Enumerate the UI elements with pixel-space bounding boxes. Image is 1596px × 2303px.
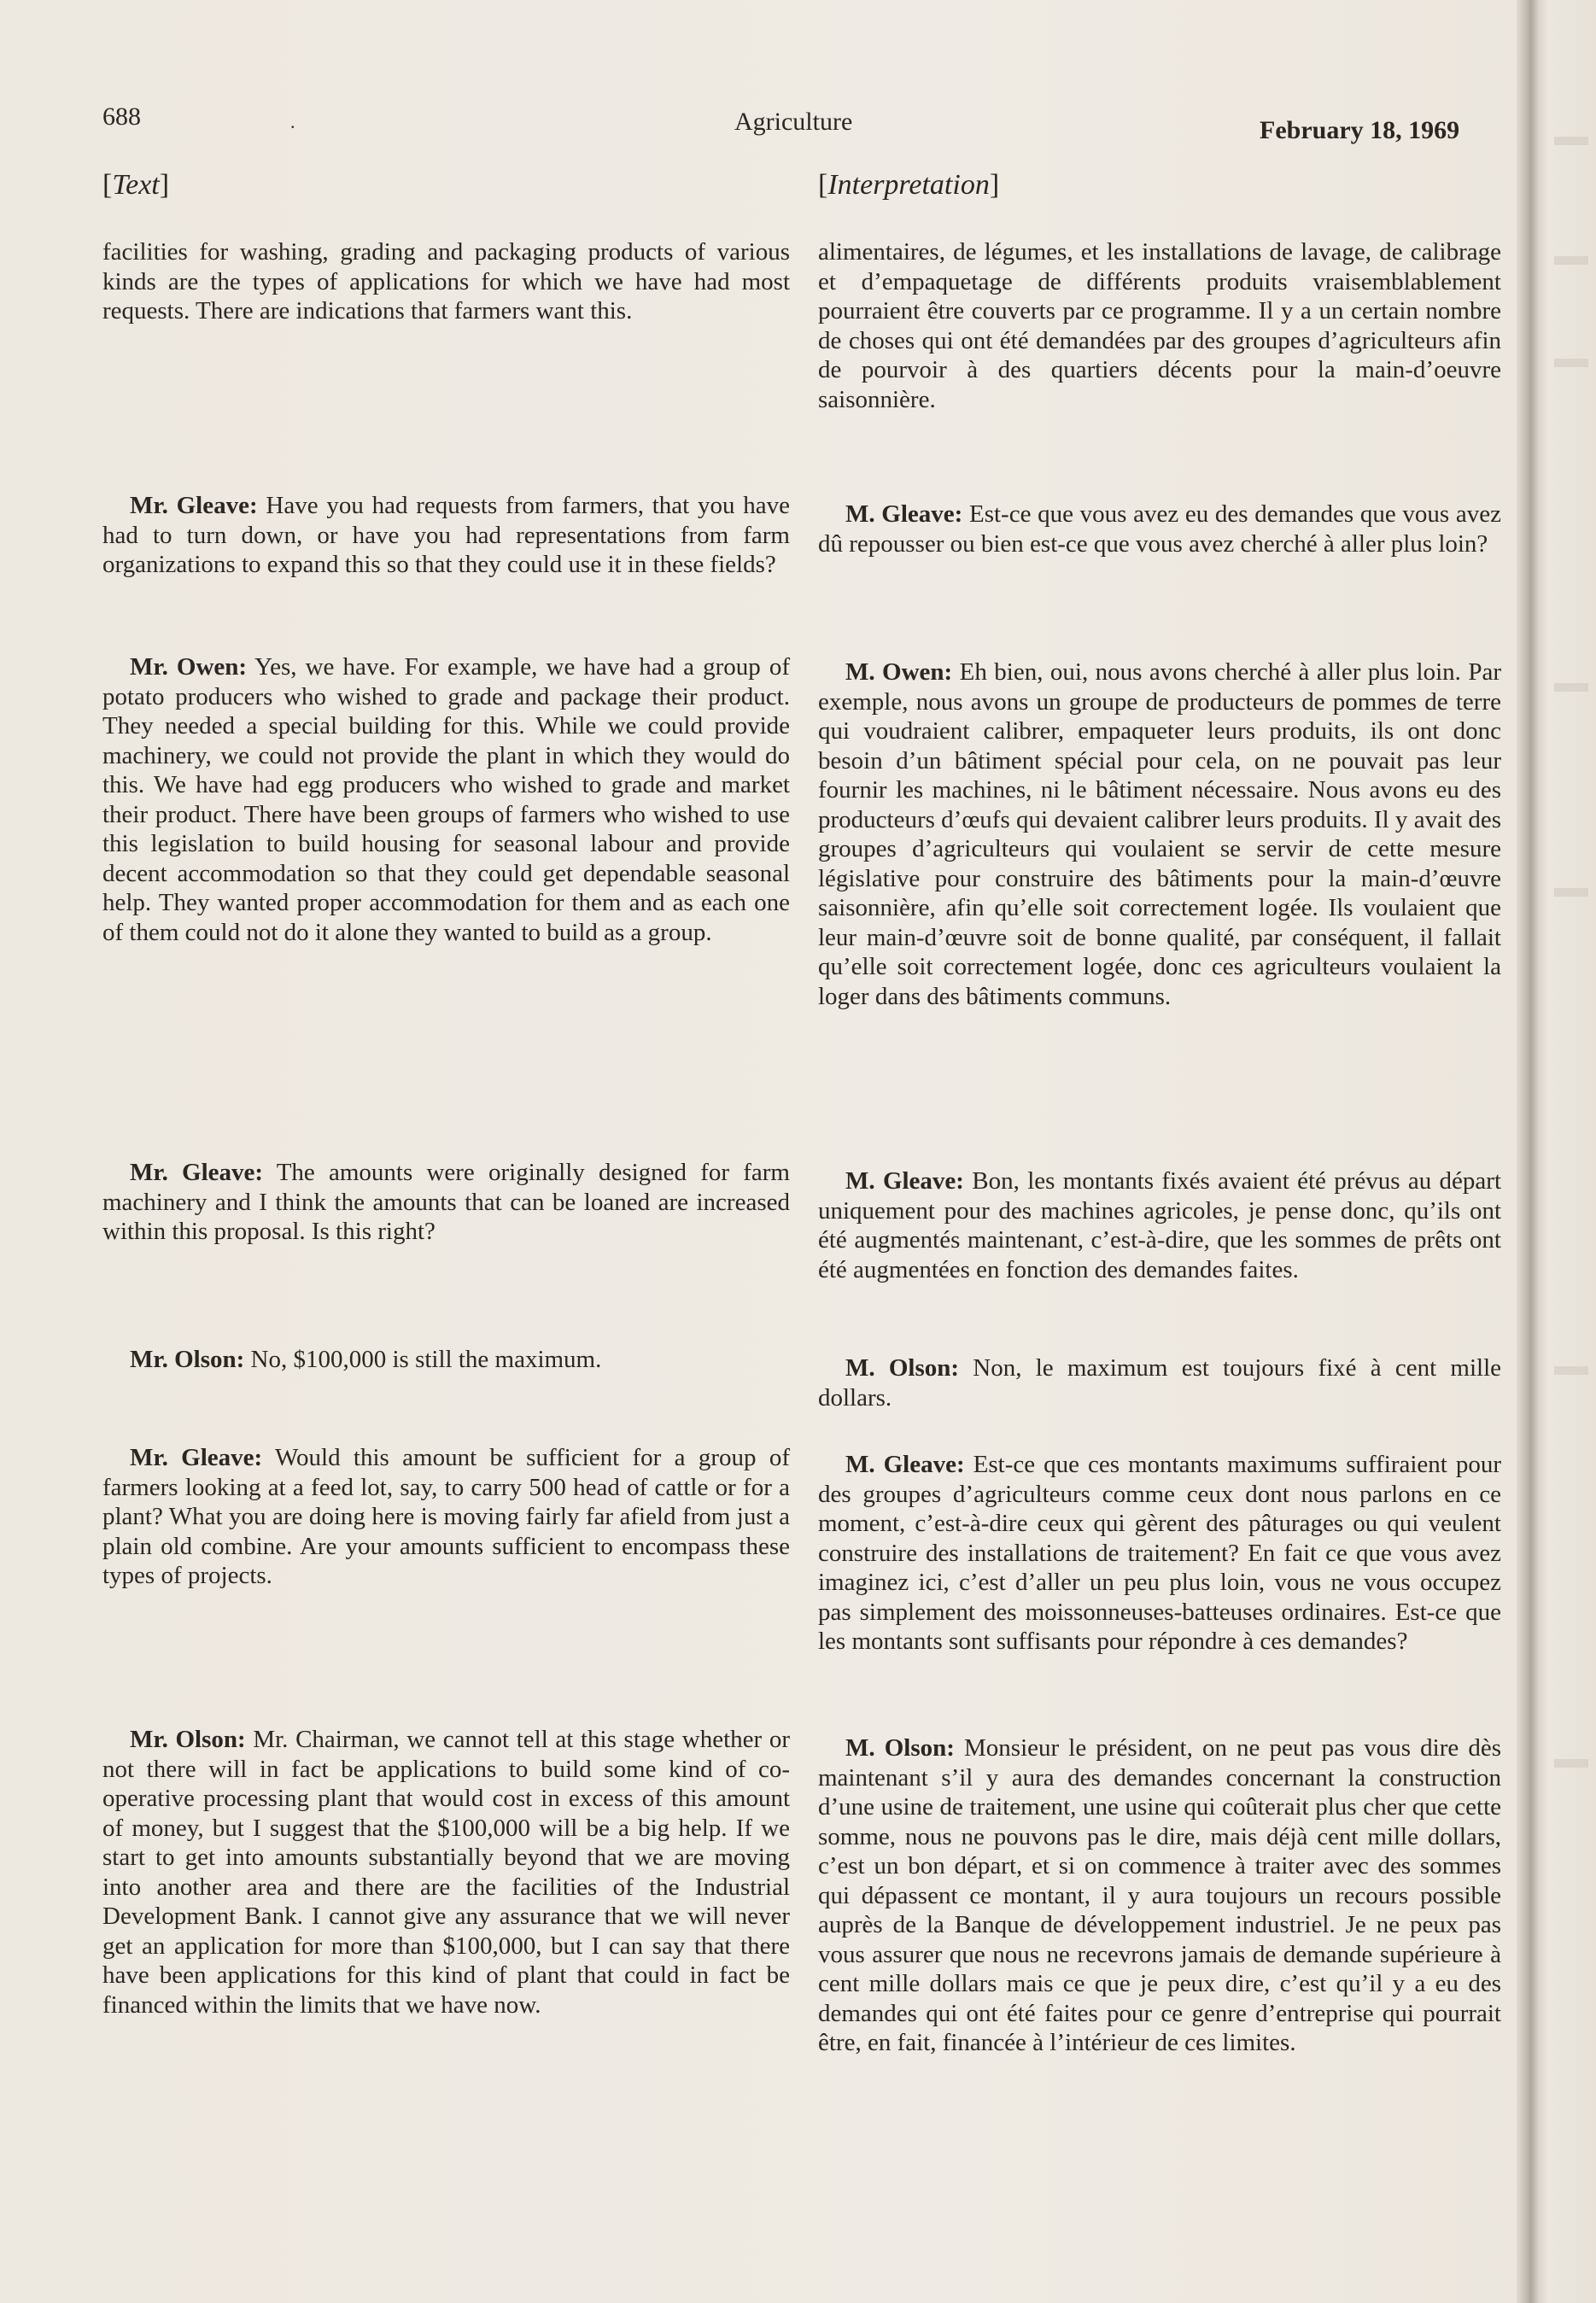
bleed-mark [1554,359,1588,367]
page-number: 688 [102,102,141,131]
speaker-name: Mr. Gleave: [130,492,258,519]
speaker-name: M. Olson: [845,1734,955,1762]
paragraph: facilities for washing, grading and packaging products of various kinds are the types of applications for which we have had most requests. There are indications that farmers want this. [102,238,790,324]
paragraph: M. Olson: Monsieur le président, on ne peut pas vous dire dès maintenant s’il y aura des demandes concernant la construction d’une usine de traitement, une usine qui coûterait plus cher que cette somme, nous ne pouvons pas le dire, mais déjà cent mille dollars, c’est un bon départ, et si on commence à traiter avec des sommes qui dépassent ce montant, il y aura toujours un recours possible auprès de la Banque de développement industriel. Je ne peux pas vous assurer que nous ne recevrons jamais de demande supérieure à cent mille dollars mais ce que je peux dire, c’est qu’il y a eu des demandes qui ont été faites pour ce genre d’entreprise qui pourrait être, en fait, financée à l’intérieur de ces limites. [818,1734,1502,2056]
speaker-name: Mr. Olson: [130,1726,246,1753]
bleed-mark [1554,137,1588,145]
section-title: Agriculture [734,108,853,136]
speaker-name: M. Gleave: [845,500,963,528]
speaker-name: Mr. Gleave: [130,1444,263,1471]
speaker-name: Mr. Gleave: [130,1159,264,1186]
speaker-name: M. Gleave: [845,1451,965,1478]
paragraph: Mr. Olson: Mr. Chairman, we cannot tell at this stage whether or not there will in fact be applications to build some kind of co-operative processing plant that would cost in excess of this amount of money, but I suggest that the $100,000 will be a big help. If we start to get into amounts substantially beyond that we are moving into another area and there are the facilities of the Industrial Development Bank. I cannot give any assurance that we will never get an application for more than $100,000, but I can say that there have been applications for this kind of plant that could in fact be financed within the limits that we have now. [102,1726,790,2019]
speaker-name: M. Olson: [845,1354,960,1382]
header-dot: . [290,111,295,132]
bleed-mark [1554,888,1588,897]
paragraph: Mr. Gleave: The amounts were originally designed for farm machinery and I think the amounts that can be loaned are increased within this proposal. Is this right? [102,1159,790,1245]
french-column [818,169,1502,2056]
paragraph: M. Gleave: Est-ce que ces montants maximums suffiraient pour des groupes d’agriculteurs comme ceux dont nous parlons en ce moment, c’est-à-dire ceux qui gèrent des pâturages ou qui veulent construire des installations de traitement? En fait ce que vous avez imaginez ici, c’est d’aller un peu plus loin, vous ne vous occupez pas simplement des moissonneuses-batteuses ordinaires. Est-ce que les montants sont suffisants pour répondre à ces demandes? [818,1451,1501,1655]
paragraph: M. Gleave: Est-ce que vous avez eu des demandes que vous avez dû repousser ou bien est-ce que vous avez cherché à aller plus loin? [818,500,1501,558]
bleed-mark [1554,683,1588,692]
column-heading: [Interpretation] [818,169,1000,201]
page-gutter-edge [1517,0,1596,2303]
paragraph: M. Olson: Non, le maximum est toujours fixé à cent mille dollars. [818,1354,1501,1412]
speaker-name: M. Owen: [845,658,953,686]
bleed-mark [1554,256,1588,265]
english-column [102,169,790,2019]
page-date: February 18, 1969 [1260,116,1460,144]
paragraph: M. Owen: Eh bien, oui, nous avons cherché à aller plus loin. Par exemple, nous avons un groupe de producteurs de pommes de terre qui voudraient calibrer, empaqueter leurs produits, ils ont donc besoin d’un bâtiment spécial pour cela, on ne pouvait pas leur fournir les machines, ni le bâtiment nécessaire. Nous avons eu des producteurs d’œufs qui devaient calibrer leurs produits. Il y avait des groupes d’agriculteurs qui voulaient se servir de cette mesure législative pour construire des bâtiments pour la main-d’œuvre saisonnière, afin qu’elle soit correctement logée. Ils voulaient que leur main-d’œuvre soit de bonne qualité, par conséquent, il fallait qu’elle soit correctement logée, donc ces agriculteurs voulaient la loger dans des bâtiments communs. [818,658,1502,1010]
column-heading: [Text] [102,169,170,201]
paragraph: M. Gleave: Bon, les montants fixés avaient été prévus au départ uniquement pour des machines agricoles, je pense donc, qu’ils ont été augmentés maintenant, c’est-à-dire, que les sommes de prêts ont été augmentées en fonction des demandes faites. [818,1167,1502,1283]
speaker-name: M. Gleave: [845,1167,964,1195]
bleed-mark [1554,1366,1588,1375]
paragraph: Mr. Owen: Yes, we have. For example, we have had a group of potato producers who wished to grade and package their product. They needed a special building for this. While we could provide machinery, we could not provide the plant in which they would do this. We have had egg producers who wished to grade and market their product. There have been groups of farmers who wished to use this legislation to build housing for seasonal labour and provide decent accommodation so that they could get dependable seasonal help. They wanted proper accommodation for them and as each one of them could not do it alone they wanted to build as a group. [102,653,790,946]
speaker-name: Mr. Owen: [130,653,248,681]
bleed-mark [1554,1759,1588,1768]
paragraph: Mr. Gleave: Would this amount be sufficient for a group of farmers looking at a feed lot, say, to carry 500 head of cattle or for a plant? What you are doing here is moving fairly far afield from just a plain old combine. Are your amounts sufficient to encompass these types of projects. [102,1444,790,1589]
paragraph: Mr. Olson: No, $100,000 is still the maximum. [130,1346,602,1373]
paragraph: alimentaires, de légumes, et les installations de lavage, de calibrage et d’empaquetage de différents produits vraisemblablement pourraient être couverts par ce programme. Il y a un certain nombre de choses qui ont été demandées par des groupes d’agriculteurs afin de pourvoir à des quartiers décents pour la main-d’oeuvre saisonnière. [818,238,1501,413]
paragraph: Mr. Gleave: Have you had requests from farmers, that you have had to turn down, or have you had representations from farm organizations to expand this so that they could use it in these fields? [102,492,790,578]
speaker-name: Mr. Olson: [130,1346,245,1373]
